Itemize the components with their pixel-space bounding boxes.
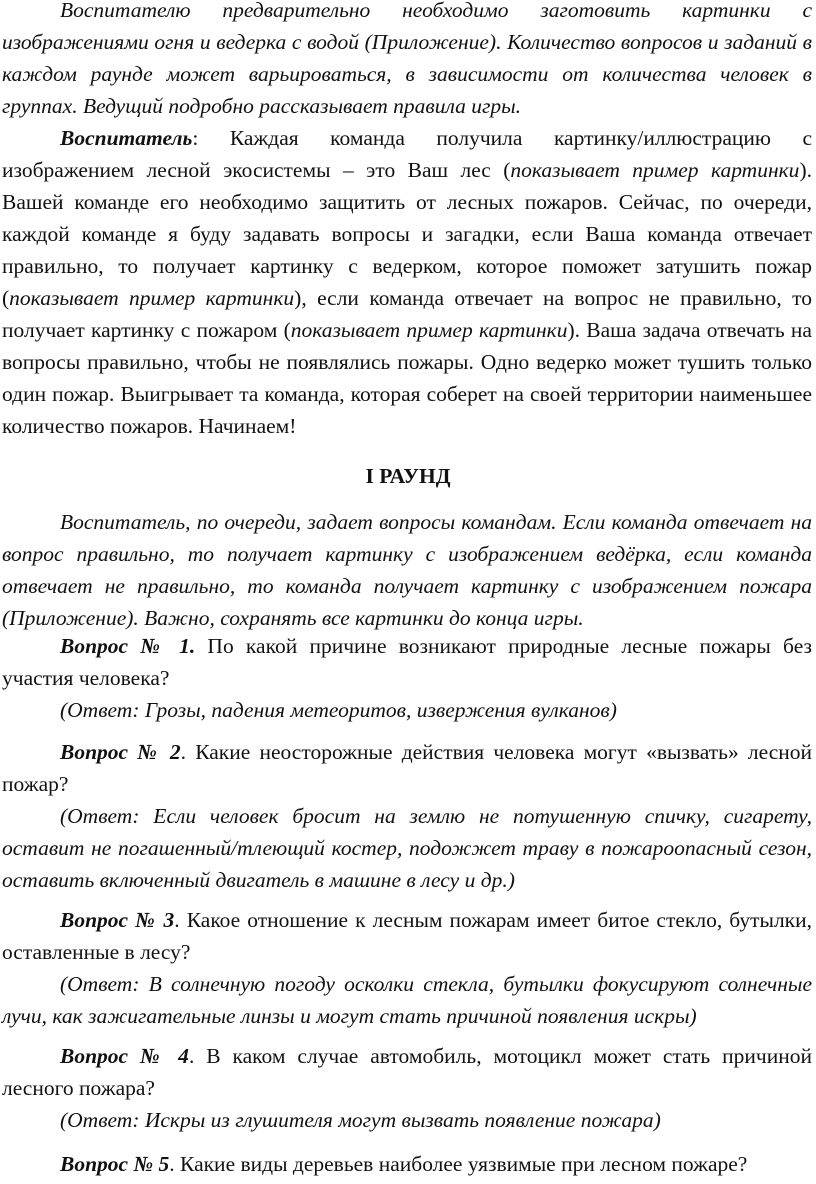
question-label: Вопрос № 4 <box>60 1044 189 1068</box>
question-text: . В каком случае автомобиль, мотоцикл может стать причиной лесного пожара? <box>2 1044 812 1100</box>
speaker-colon: : <box>192 126 199 150</box>
question-label: Вопрос № 1. <box>60 634 196 658</box>
round-instruction: Воспитатель, по очереди, задает вопросы командам. Если команда отвечает на вопрос правильно, то получает картинку с изображением ведёрка, если команда отвечает не правильно, то команда получает картинку с изображением пожара (Приложение). Важно, сохранять все картинки до конца игры. <box>2 510 812 630</box>
question-text: . Какое отношение к лесным пожарам имеет битое стекло, бутылки, оставленные в лесу? <box>2 908 813 964</box>
question-text: . Какие виды деревьев наиболее уязвимые при лесном пожаре? <box>169 1152 748 1176</box>
speech-remark-3: показывает пример картинки <box>290 318 568 342</box>
intro-instruction: Воспитателю предварительно необходимо заготовить картинки с изображениями огня и ведерка с водой (Приложение). Количество вопросов и заданий в каждом раунде может варьироваться, в зависимости от количества человек в группах. Ведущий подробно рассказывает правила игры. <box>2 0 812 118</box>
answer-3: (Ответ: В солнечную погоду осколки стекла, бутылки фокусируют солнечные лучи, как зажигательные линзы и могут стать причиной появления искры) <box>2 972 812 1028</box>
speaker-label: Воспитатель <box>60 126 193 150</box>
answer-2: (Ответ: Если человек бросит на землю не потушенную спичку, сигарету, оставит не погашенный/тлеющий костер, подожжет траву в пожароопасный сезон, оставить включенный двигатель в машине в лесу и др.) <box>2 804 812 892</box>
question-text: По какой причине возникают природные лесные пожары без участия человека? <box>2 634 812 690</box>
question-5 <box>2 1148 812 1180</box>
answer-4: (Ответ: Искры из глушителя могут вызвать появление пожара) <box>60 1108 661 1132</box>
question-text: . Какие неосторожные действия человека могут «вызвать» лесной пожар? <box>2 740 812 796</box>
speech-text-3: ), если команда отвечает на вопрос не правильно, то получает картинку с пожаром ( <box>2 286 812 342</box>
intro-speech <box>2 122 812 442</box>
speech-remark-2: показывает пример картинки <box>9 286 295 310</box>
question-3 <box>2 904 812 968</box>
speech-text-2: ). Вашей команде его необходимо защитить от лесных пожаров. Сейчас, по очереди, каждой команде я буду задавать вопросы и загадки, если Ваша команда отвечает правильно, то получает картинку с ведерком, которое поможет затушить пожар ( <box>2 158 812 310</box>
speech-text-1: Каждая команда получила картинку/иллюстрацию с изображением лесной экосистемы – это Ваш лес ( <box>2 126 812 182</box>
question-1 <box>2 630 812 694</box>
question-label: Вопрос № 2 <box>60 740 181 764</box>
round-title: I РАУНД <box>365 464 451 488</box>
question-2 <box>2 736 812 800</box>
speech-remark-1: показывает пример картинки <box>510 158 800 182</box>
answer-1: (Ответ: Грозы, падения метеоритов, извержения вулканов) <box>60 698 617 722</box>
question-label: Вопрос № 5 <box>60 1152 170 1176</box>
speech-text-4: ). Ваша задача отвечать на вопросы правильно, чтобы не появлялись пожары. Одно ведерко может тушить только один пожар. Выигрывает та команда, которая соберет на своей территории наименьшее количество пожаров. Начинаем! <box>2 318 812 438</box>
question-label: Вопрос № 3 <box>60 908 175 932</box>
question-4 <box>2 1040 812 1104</box>
